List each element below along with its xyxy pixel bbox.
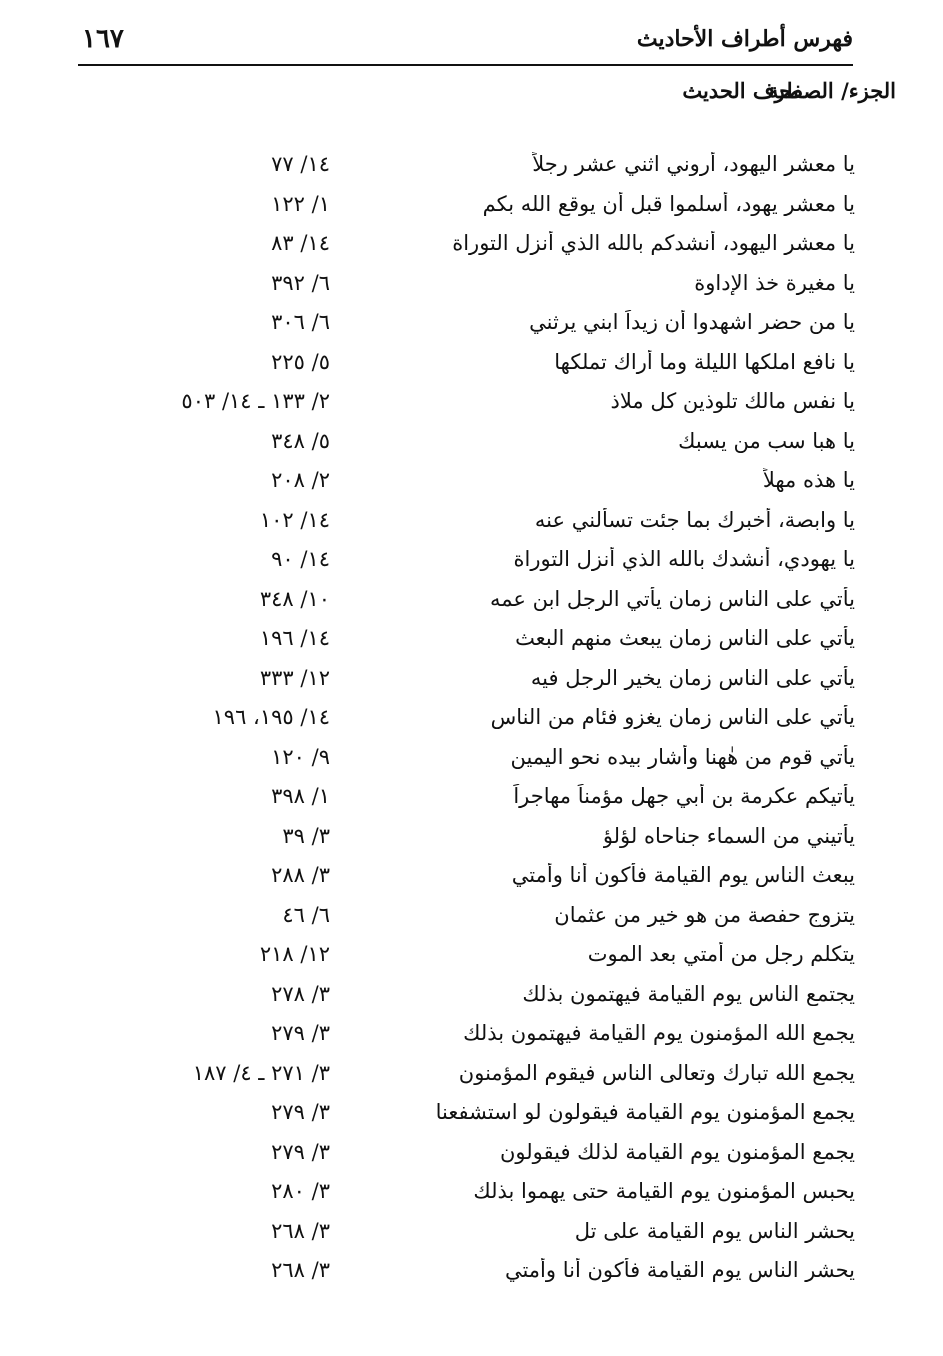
volume-page-reference: ١٤/ ١٩٥، ١٩٦ — [212, 705, 330, 729]
hadith-incipit: يجمع الله تبارك وتعالى الناس فيقوم المؤمنون — [458, 1060, 855, 1085]
index-entry — [0, 308, 943, 348]
hadith-incipit: يجمع المؤمنون يوم القيامة فيقولون لو استشفعنا — [435, 1100, 855, 1124]
index-entry — [0, 1059, 943, 1099]
index-entry — [0, 782, 943, 822]
hadith-incipit: يتكلم رجل من أمتي بعد الموت — [587, 942, 855, 966]
volume-page-reference: ٢/ ١٣٣ ـ ١٤/ ٥٠٣ — [181, 389, 330, 413]
hadith-incipit: يا معشر اليهود، أنشدكم بالله الذي أنزل التوراة — [452, 231, 855, 255]
index-entry — [0, 664, 943, 704]
column-header-reference: الجزء/ الصفحة — [767, 78, 896, 103]
hadith-incipit: يأتيني من السماء جناحاه لؤلؤ — [602, 823, 855, 848]
hadith-incipit: يجمع الله المؤمنون يوم القيامة فيهتمون بذلك — [463, 1021, 855, 1045]
volume-page-reference: ٥/ ٣٤٨ — [271, 428, 330, 453]
hadith-incipit: يجمع المؤمنون يوم القيامة لذلك فيقولون — [499, 1139, 855, 1164]
volume-page-reference: ٣/ ٢٧٩ — [271, 1139, 330, 1164]
volume-page-reference: ١٤/ ٨٣ — [271, 231, 330, 255]
index-entry — [0, 1177, 943, 1217]
hadith-incipit: يبعث الناس يوم القيامة فأكون أنا وأمتي — [511, 863, 855, 887]
volume-page-reference: ٣/ ٢٧٨ — [271, 981, 330, 1006]
volume-page-reference: ٦/ ٣٩٢ — [271, 270, 330, 295]
index-entry — [0, 901, 943, 941]
volume-page-reference: ١٤/ ٩٠ — [271, 547, 330, 571]
column-headers — [0, 78, 943, 114]
index-entry — [0, 624, 943, 664]
index-entry — [0, 585, 943, 625]
hadith-incipit: يا هذه مهلاً — [762, 468, 855, 492]
hadith-incipit: يتزوج حفصة من هو خير من عثمان — [554, 902, 855, 927]
volume-page-reference: ٣/ ٢٦٨ — [271, 1218, 330, 1243]
hadith-incipit: يأتيكم عكرمة بن أبي جهل مؤمناً مهاجراً — [513, 784, 855, 808]
index-entry — [0, 427, 943, 467]
volume-page-reference: ١/ ١٢٢ — [271, 191, 330, 216]
hadith-incipit: يا معشر اليهود، أروني اثني عشر رجلاً — [532, 152, 855, 176]
volume-page-reference: ٣/ ٢٨٠ — [271, 1179, 330, 1203]
hadith-incipit: يا هبا سب من يسبك — [678, 428, 855, 453]
volume-page-reference: ٢/ ٢٠٨ — [271, 468, 330, 492]
hadith-incipit: يحبس المؤمنون يوم القيامة حتى يهموا بذلك — [473, 1179, 855, 1203]
hadith-incipit: يأتي قوم من هٰهنا وأشار بيده نحو اليمين — [510, 744, 855, 769]
index-entry — [0, 190, 943, 230]
volume-page-reference: ١/ ٣٩٨ — [271, 784, 330, 808]
hadith-index-list — [0, 150, 943, 1296]
volume-page-reference: ٣/ ٢٧٩ — [271, 1100, 330, 1124]
volume-page-reference: ١٤/ ٧٧ — [271, 152, 330, 176]
index-entry — [0, 150, 943, 190]
hadith-incipit: يا وابصة، أخبرك بما جئت تسألني عنه — [534, 507, 855, 532]
hadith-incipit: يا يهودي، أنشدك بالله الذي أنزل التوراة — [513, 547, 855, 571]
index-entry — [0, 506, 943, 546]
hadith-incipit: يأتي على الناس زمان يأتي الرجل ابن عمه — [489, 586, 855, 611]
index-entry — [0, 229, 943, 269]
hadith-incipit: يا مغيرة خذ الإداوة — [694, 270, 855, 295]
volume-page-reference: ٥/ ٢٢٥ — [271, 349, 330, 374]
running-header — [78, 24, 853, 66]
hadith-incipit: يا من حضر اشهدوا أن زيداً ابني يرثني — [529, 310, 855, 334]
hadith-incipit: يا نافع املكها الليلة وما أراك تملكها — [554, 349, 855, 374]
index-entry — [0, 466, 943, 506]
index-entry — [0, 1256, 943, 1296]
index-entry — [0, 822, 943, 862]
index-entry — [0, 348, 943, 388]
hadith-incipit: يحشر الناس يوم القيامة فأكون أنا وأمتي — [504, 1258, 855, 1282]
index-entry — [0, 743, 943, 783]
volume-page-reference: ٣/ ٢٨٨ — [271, 863, 330, 887]
index-entry — [0, 269, 943, 309]
index-entry — [0, 980, 943, 1020]
index-entry — [0, 940, 943, 980]
volume-page-reference: ١٤/ ١٩٦ — [259, 626, 330, 650]
index-entry — [0, 703, 943, 743]
hadith-incipit: يأتي على الناس زمان يبعث منهم البعث — [515, 626, 855, 650]
index-entry — [0, 387, 943, 427]
index-entry — [0, 1138, 943, 1178]
volume-page-reference: ١٢/ ٢١٨ — [259, 942, 330, 966]
page-number: ١٦٧ — [82, 24, 124, 54]
running-title: فهرس أطراف الأحاديث — [636, 26, 853, 52]
volume-page-reference: ٩/ ١٢٠ — [271, 744, 330, 769]
volume-page-reference: ١٢/ ٣٣٣ — [259, 665, 330, 690]
hadith-incipit: يجتمع الناس يوم القيامة فيهتمون بذلك — [522, 981, 855, 1006]
volume-page-reference: ٣/ ٢٧١ ـ ٤/ ١٨٧ — [192, 1060, 330, 1085]
hadith-incipit: يا نفس مالك تلوذين كل ملاذ — [610, 389, 855, 413]
hadith-incipit: يحشر الناس يوم القيامة على تل — [574, 1218, 855, 1243]
hadith-incipit: يأتي على الناس زمان يغزو فئام من الناس — [490, 705, 855, 729]
volume-page-reference: ١٤/ ١٠٢ — [259, 507, 330, 532]
volume-page-reference: ٦/ ٣٠٦ — [271, 310, 330, 334]
volume-page-reference: ٣/ ٣٩ — [282, 823, 330, 848]
index-entry — [0, 861, 943, 901]
index-entry — [0, 1098, 943, 1138]
volume-page-reference: ٣/ ٢٦٨ — [271, 1258, 330, 1282]
volume-page-reference: ٣/ ٢٧٩ — [271, 1021, 330, 1045]
hadith-incipit: يا معشر يهود، أسلموا قبل أن يوقع الله بكم — [482, 191, 855, 216]
index-entry — [0, 545, 943, 585]
volume-page-reference: ١٠/ ٣٤٨ — [259, 586, 330, 611]
column-header-hadith: طرف الحديث — [682, 78, 803, 103]
volume-page-reference: ٦/ ٤٦ — [282, 902, 330, 927]
index-entry — [0, 1019, 943, 1059]
index-entry — [0, 1217, 943, 1257]
hadith-incipit: يأتي على الناس زمان يخير الرجل فيه — [530, 665, 855, 690]
